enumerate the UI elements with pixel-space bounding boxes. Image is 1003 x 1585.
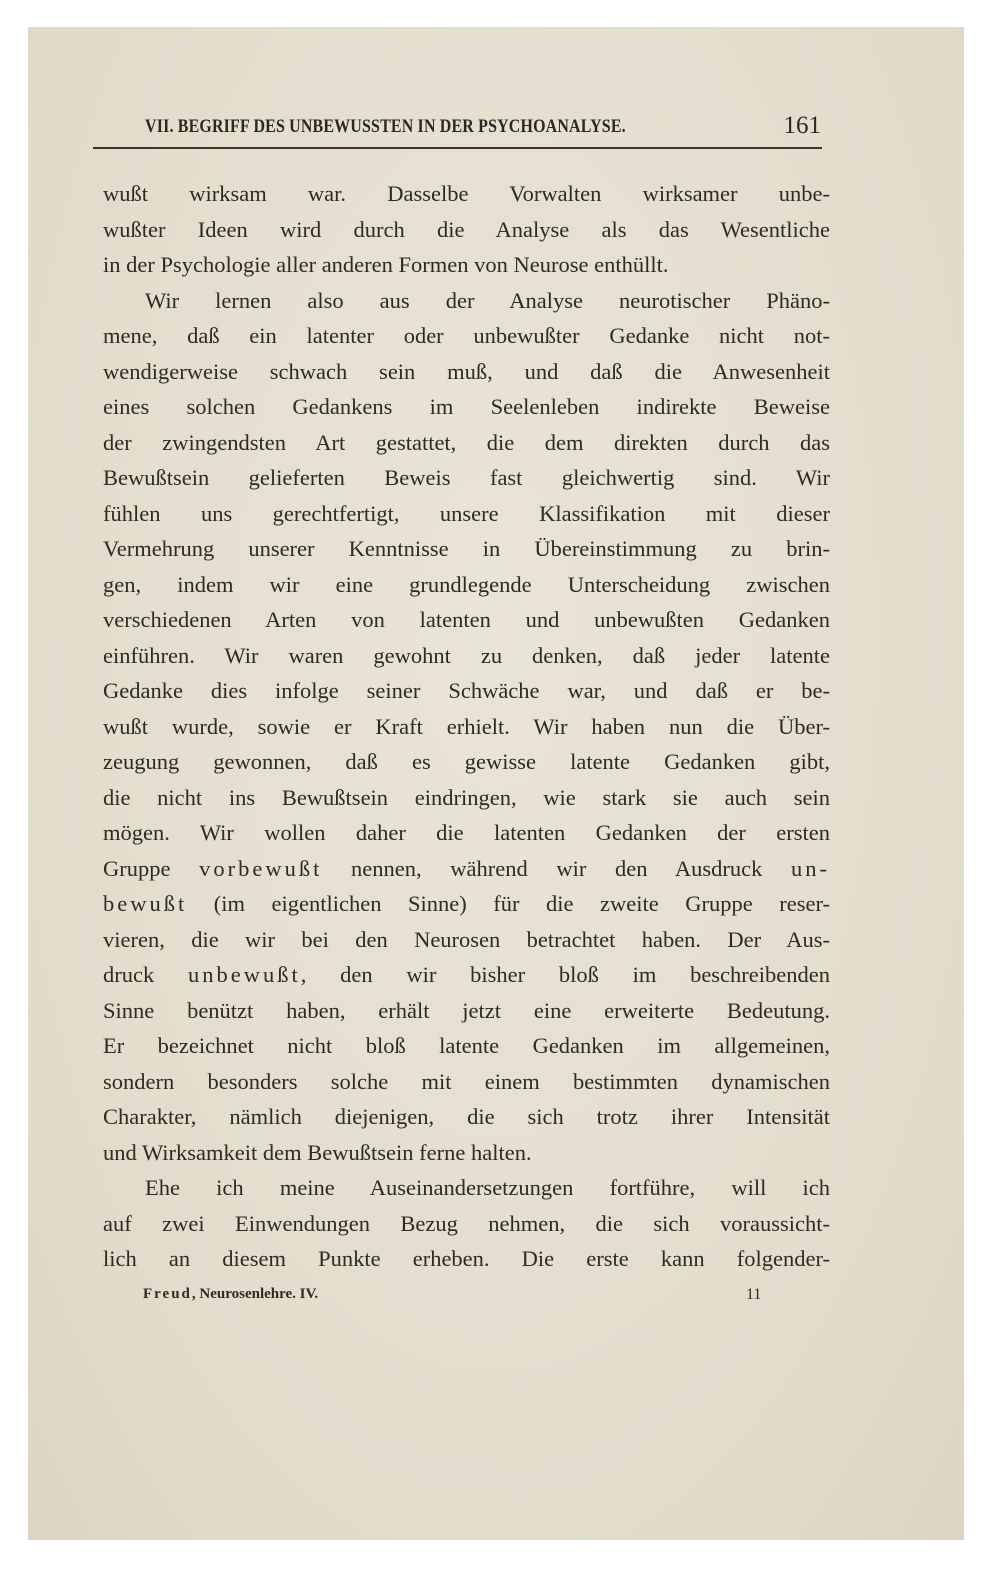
text-segment: vieren, die wir bei den Neurosen betrachtet haben. Der Aus- xyxy=(103,926,830,952)
text-segment: Gruppe xyxy=(103,855,200,881)
text-line xyxy=(103,673,830,709)
text-segment: und Wirksamkeit dem Bewußtsein ferne halten. xyxy=(103,1139,532,1165)
text-segment: wußt wurde, sowie er Kraft erhielt. Wir haben nun die Über- xyxy=(103,713,830,739)
text-line xyxy=(103,247,830,283)
text-segment: Er bezeichnet nicht bloß latente Gedanken im allgemeinen, xyxy=(103,1033,830,1058)
text-segment: gen, indem wir eine grundlegende Unterscheidung zwischen xyxy=(103,571,830,597)
running-header xyxy=(145,112,821,142)
text-segment: , den wir bisher bloß im beschreibenden xyxy=(300,962,830,987)
text-line xyxy=(103,389,830,425)
text-segment: (im eigentlichen Sinne) für die zweite Gruppe reser- xyxy=(187,891,830,916)
text-segment: verschiedenen Arten von latenten und unbewußten Gedanken xyxy=(103,607,830,632)
page-number: 161 xyxy=(783,112,821,139)
text-segment: nennen, während wir den Ausdruck xyxy=(322,855,791,881)
text-line xyxy=(103,567,830,603)
text-segment: Sinne benützt haben, erhält jetzt eine erweiterte Bedeutung. xyxy=(103,997,830,1023)
text-line xyxy=(103,780,830,816)
text-line xyxy=(103,176,830,212)
text-segment: Ehe ich meine Auseinandersetzungen fortführe, will ich xyxy=(145,1175,830,1200)
text-segment: auf zwei Einwendungen Bezug nehmen, die sich voraussicht- xyxy=(103,1210,830,1236)
text-line xyxy=(103,1064,830,1100)
body-text xyxy=(103,176,830,1277)
text-line xyxy=(103,354,830,390)
text-line xyxy=(103,709,830,745)
text-segment: mene, daß ein latenter oder unbewußter Gedanke nicht not- xyxy=(103,323,830,348)
text-line xyxy=(103,1241,830,1277)
text-segment: druck xyxy=(103,962,188,987)
spaced-emphasis: un- xyxy=(791,855,830,881)
text-line xyxy=(103,1028,830,1064)
text-line xyxy=(103,993,830,1029)
text-segment: in der Psychologie aller anderen Formen von Neurose enthüllt. xyxy=(103,252,669,277)
text-segment: wußter Ideen wird durch die Analyse als das Wesentliche xyxy=(103,216,830,242)
text-line xyxy=(103,1099,830,1135)
text-line xyxy=(103,318,830,354)
spaced-emphasis: unbewußt xyxy=(187,962,301,987)
text-line xyxy=(103,851,830,887)
text-segment: Vermehrung unserer Kenntnisse in Übereinstimmung zu brin- xyxy=(103,536,830,561)
text-line xyxy=(103,1170,830,1206)
text-line xyxy=(103,744,830,780)
text-line xyxy=(103,460,830,496)
header-rule xyxy=(93,147,822,149)
text-line xyxy=(103,212,830,248)
footer-work: , Neurosenlehre. IV. xyxy=(191,1286,319,1302)
spaced-emphasis: bewußt xyxy=(103,891,188,916)
text-segment: die nicht ins Bewußtsein eindringen, wie stark sie auch sein xyxy=(103,784,830,810)
spaced-emphasis: vorbewußt xyxy=(199,855,323,881)
text-segment: zeugung gewonnen, daß es gewisse latente Gedanken gibt, xyxy=(103,749,830,774)
text-segment: wendigerweise schwach sein muß, und daß die Anwesenheit xyxy=(103,358,830,384)
footer-author: Freud xyxy=(143,1286,192,1302)
text-segment: fühlen uns gerechtfertigt, unsere Klassifikation mit dieser xyxy=(103,500,830,526)
text-segment: Gedanke dies infolge seiner Schwäche war, und daß er be- xyxy=(103,678,830,703)
text-line xyxy=(103,886,830,922)
text-line xyxy=(103,957,830,993)
text-segment: wußt wirksam war. Dasselbe Vorwalten wirksamer unbe- xyxy=(103,181,830,206)
text-line xyxy=(103,531,830,567)
text-line xyxy=(103,815,830,851)
running-title: VII. BEGRIFF DES UNBEWUSSTEN IN DER PSYCHOANALYSE. xyxy=(145,116,626,137)
text-line xyxy=(103,496,830,532)
text-segment: mögen. Wir wollen daher die latenten Gedanken der ersten xyxy=(103,820,830,845)
text-segment: eines solchen Gedankens im Seelenleben indirekte Beweise xyxy=(103,394,830,419)
sheet-signature: 11 xyxy=(746,1286,762,1303)
text-line xyxy=(103,638,830,674)
text-segment: Bewußtsein gelieferten Beweis fast gleichwertig sind. Wir xyxy=(103,465,830,490)
text-line xyxy=(103,283,830,319)
text-line xyxy=(103,1135,830,1171)
text-segment: Charakter, nämlich diejenigen, die sich trotz ihrer Intensität xyxy=(103,1104,830,1129)
footer-signature-line xyxy=(143,1286,318,1303)
text-line xyxy=(103,425,830,461)
text-line xyxy=(103,922,830,958)
text-segment: einführen. Wir waren gewohnt zu denken, daß jeder latente xyxy=(103,642,830,668)
text-segment: Wir lernen also aus der Analyse neurotischer Phäno- xyxy=(145,287,830,313)
text-segment: lich an diesem Punkte erheben. Die erste kann folgender- xyxy=(103,1246,830,1271)
text-segment: sondern besonders solche mit einem bestimmten dynamischen xyxy=(103,1068,830,1094)
text-line xyxy=(103,602,830,638)
text-line xyxy=(103,1206,830,1242)
text-segment: der zwingendsten Art gestattet, die dem direkten durch das xyxy=(103,429,830,455)
